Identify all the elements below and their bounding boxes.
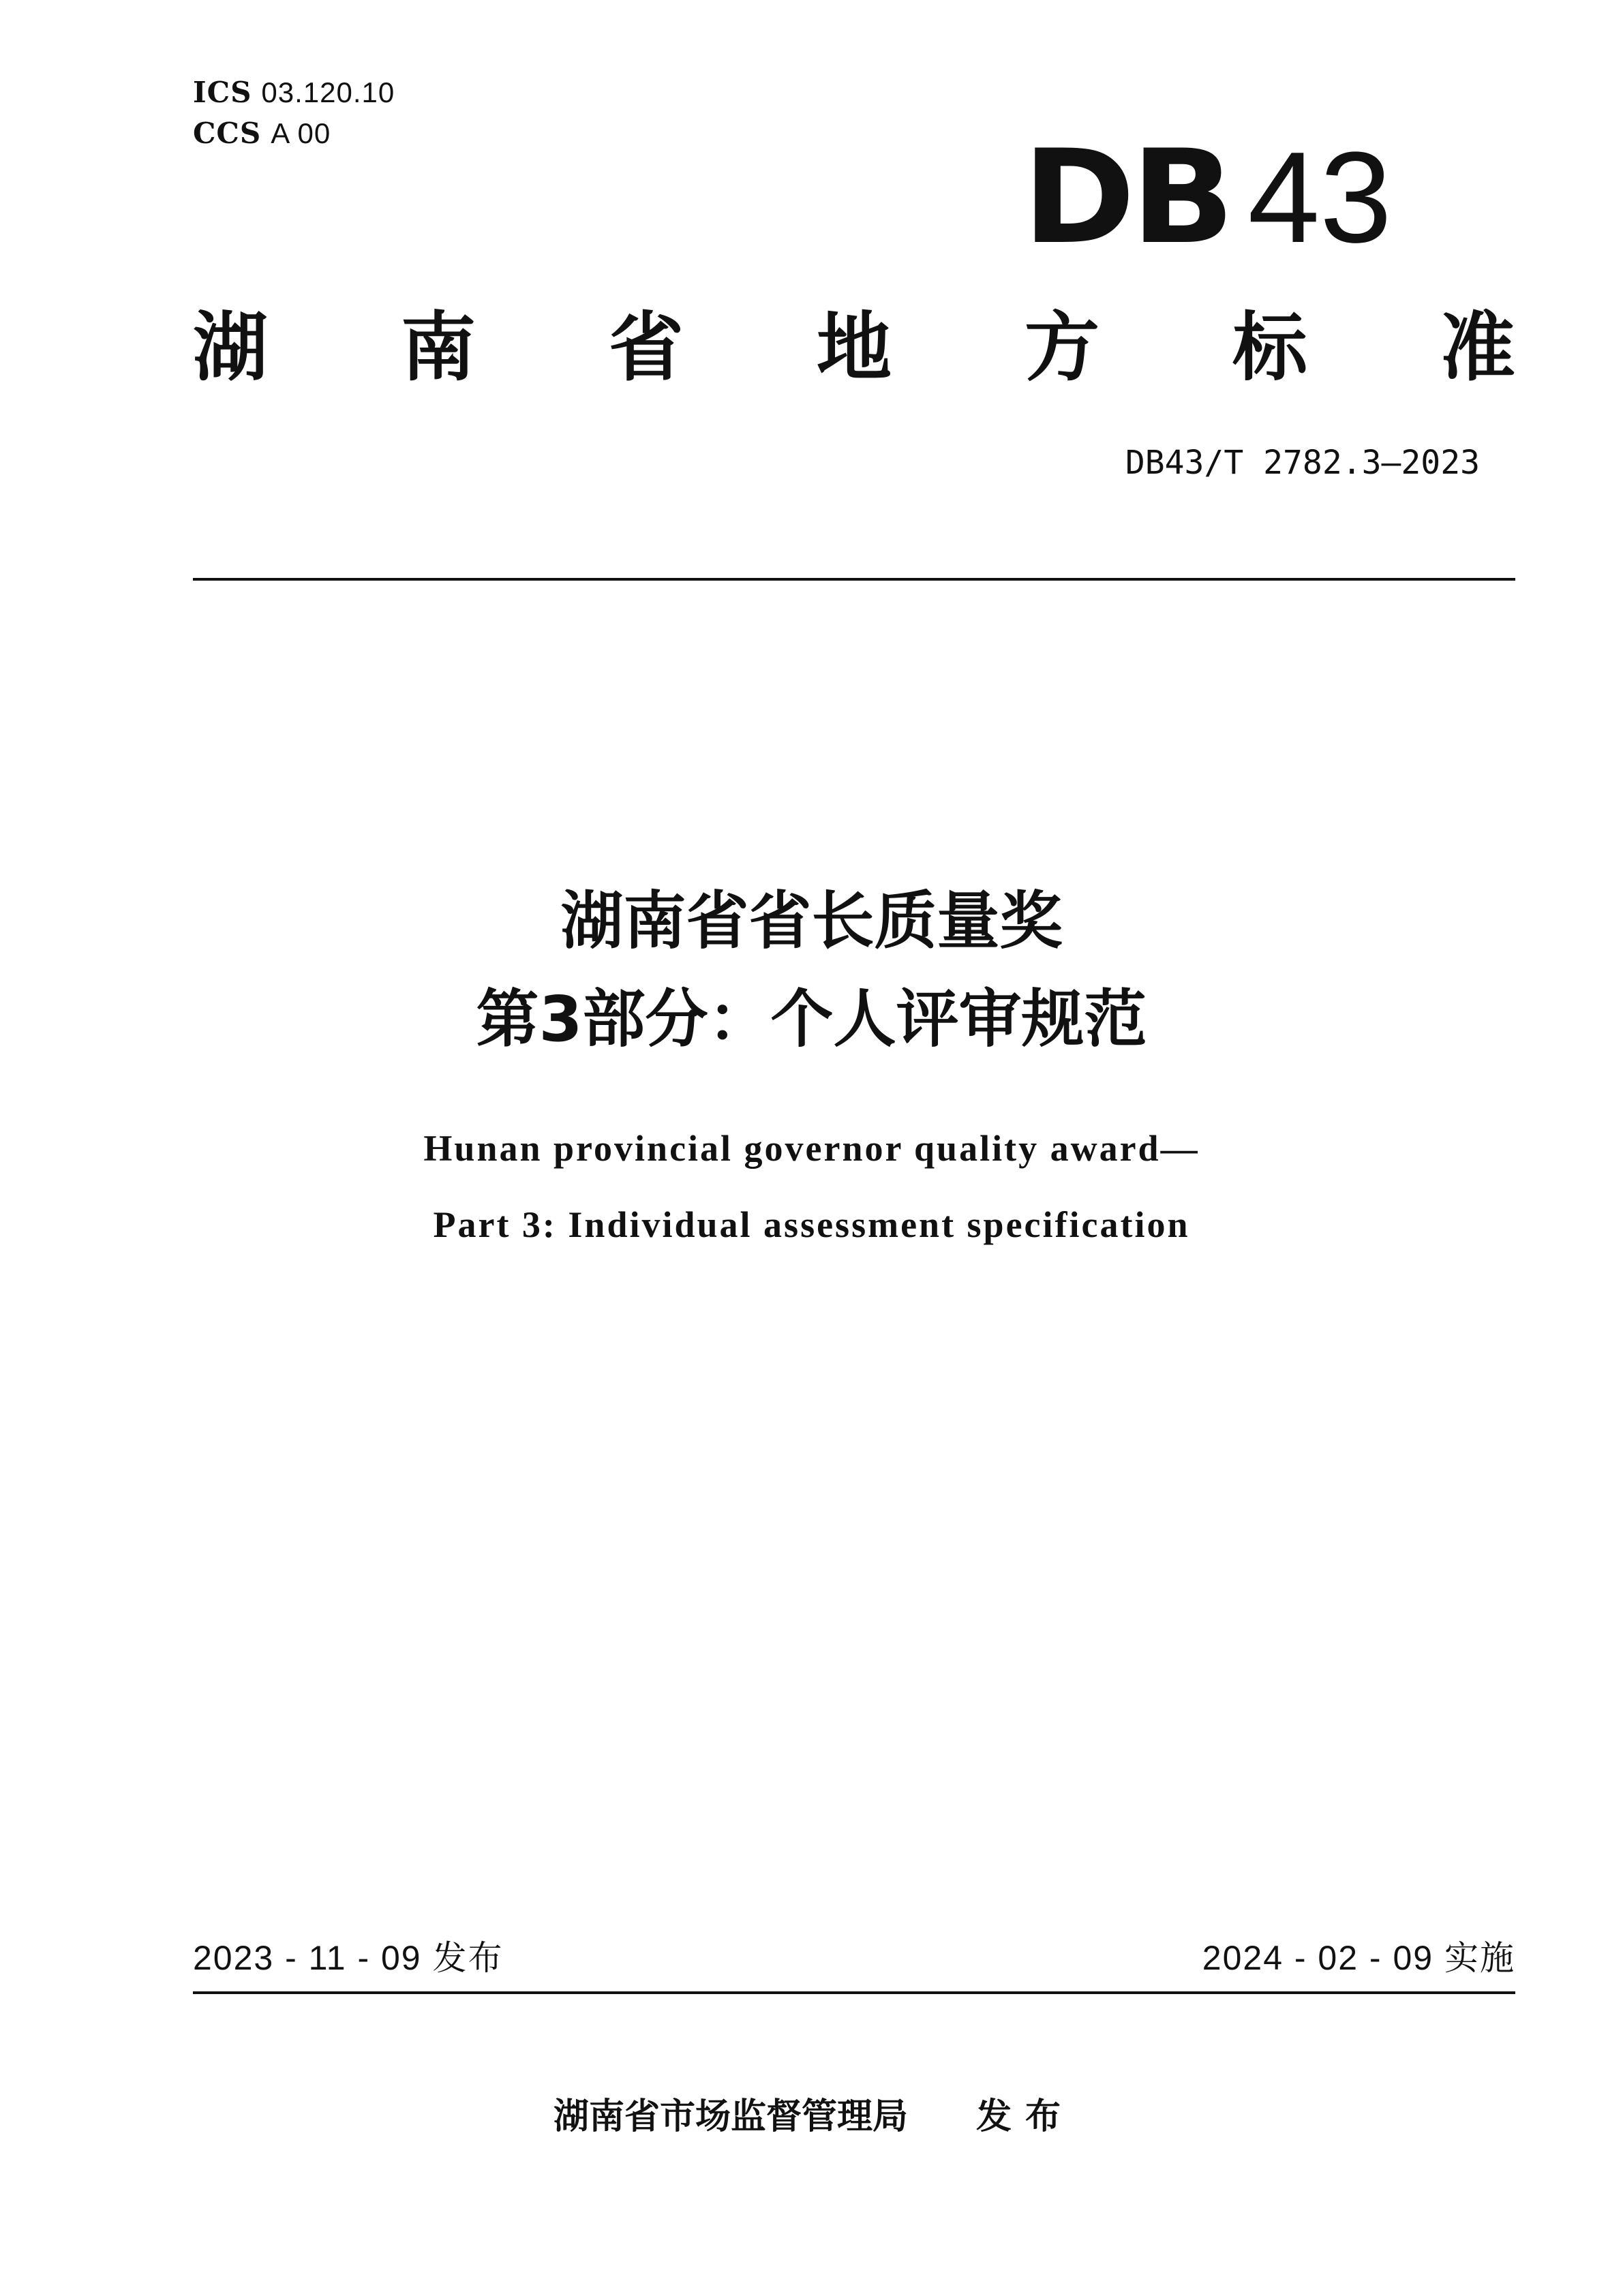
- category-char: 湖: [193, 304, 268, 391]
- implementation-date: [1202, 1938, 1515, 1978]
- standard-number: DB43/T 2782.3—2023: [1125, 444, 1480, 482]
- ccs-value: A 00: [271, 117, 331, 149]
- publisher-name: 湖南省市场监督管理局: [553, 2096, 909, 2137]
- publisher: [553, 2096, 1075, 2137]
- issued-date-value: 2023 - 11 - 09: [193, 1939, 422, 1977]
- logo-number: 43: [1247, 125, 1392, 270]
- implementation-label: 实施: [1444, 1938, 1515, 1978]
- ics-value: 03.120.10: [261, 76, 395, 108]
- db43-logo: [1022, 122, 1392, 273]
- ccs-prefix: CCS: [193, 117, 262, 150]
- publisher-action: 发布: [976, 2096, 1075, 2137]
- implementation-date-value: 2024 - 02 - 09: [1202, 1939, 1434, 1977]
- category-char: 标: [1232, 304, 1307, 391]
- ics-prefix: ICS: [193, 76, 252, 109]
- bottom-divider: [193, 1991, 1515, 1994]
- ccs-code: [193, 119, 331, 148]
- english-title-line1: Hunan provincial governor quality award—: [423, 1128, 1200, 1169]
- chinese-title-line1: 湖南省省长质量奖: [560, 885, 1063, 958]
- issued-label: 发布: [432, 1938, 504, 1978]
- category-char: 准: [1440, 304, 1515, 391]
- category-char: 省: [609, 304, 684, 391]
- ics-code: [193, 78, 395, 107]
- category-char: 南: [401, 304, 476, 391]
- issued-date: [193, 1938, 504, 1978]
- logo-letters: DB: [1022, 122, 1231, 273]
- standard-category-title: [193, 300, 1515, 395]
- chinese-title-line2: 第3部分：个人评审规范: [476, 983, 1147, 1056]
- category-char: 地: [817, 304, 892, 391]
- english-title-line2: Part 3: Individual assessment specification: [433, 1204, 1190, 1245]
- category-char: 方: [1025, 304, 1099, 391]
- top-divider: [193, 578, 1515, 581]
